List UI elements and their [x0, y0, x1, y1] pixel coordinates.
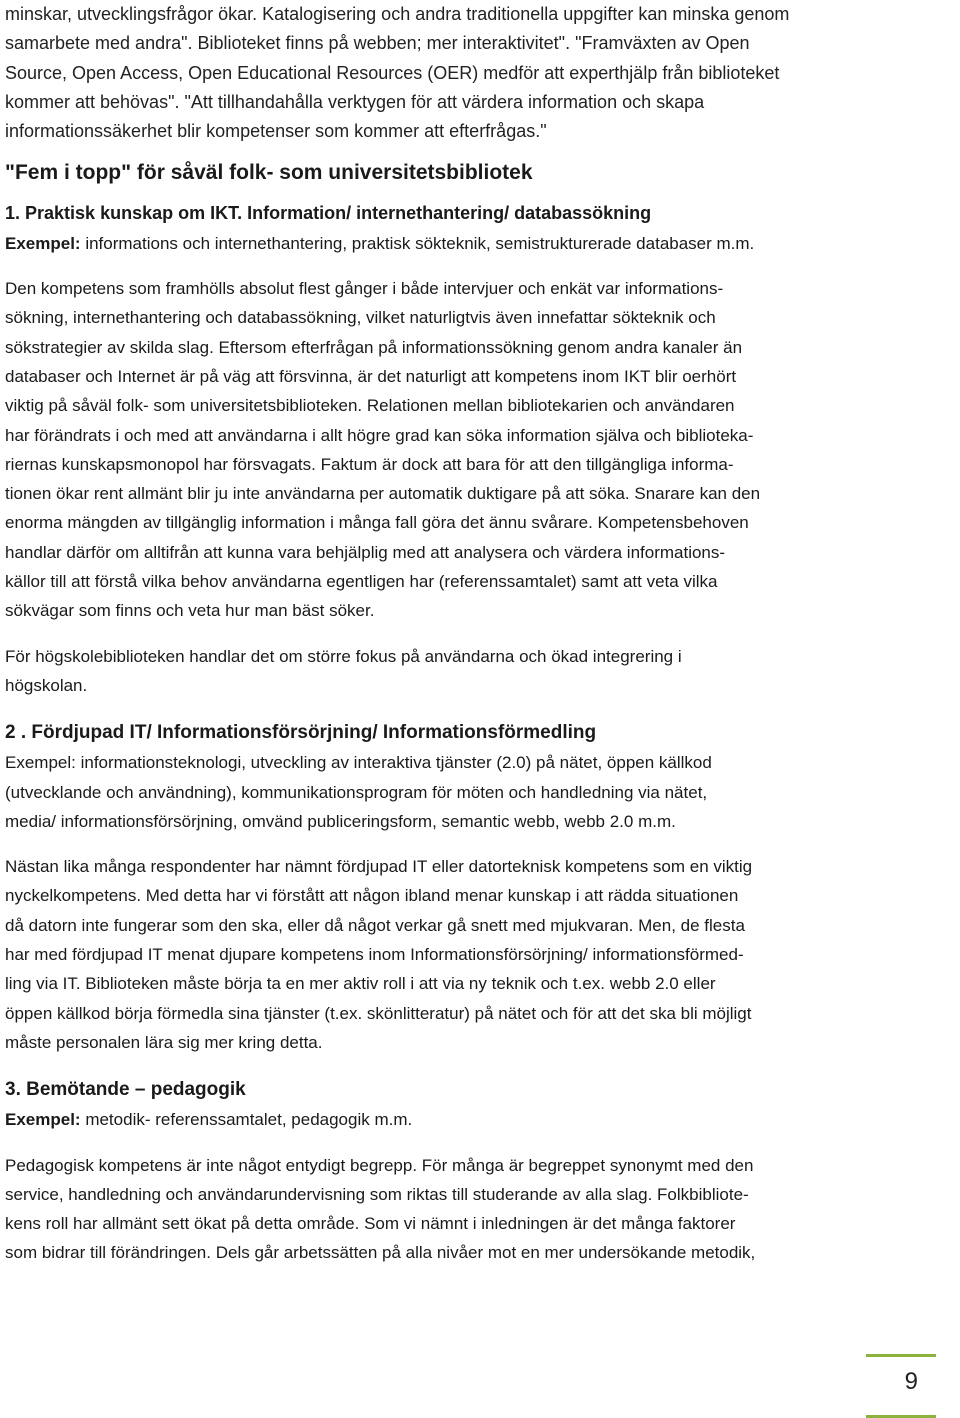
- paragraph-line: Den kompetens som framhölls absolut flest gånger i både intervjuer och enkät var informations-: [5, 279, 724, 299]
- paragraph-line: har med fördjupad IT menat djupare kompetens inom Informationsförsörjning/ informationsförmed-: [5, 945, 744, 965]
- intro-quote-line: informationssäkerhet blir kompetenser som kommer att efterfrågas.": [5, 121, 547, 142]
- section-3: [5, 1075, 955, 1267]
- section-2-example-line: Exempel: informationsteknologi, utveckling av interaktiva tjänster (2.0) på nätet, öppen källkod: [5, 753, 712, 773]
- example-text: metodik- referenssamtalet, pedagogik m.m.: [80, 1110, 413, 1130]
- paragraph-line: databaser och Internet är på väg att försvinna, är det naturligt att kompetens inom IKT blir oerhört: [5, 366, 737, 386]
- paragraph-line: då datorn inte fungerar som den ska, eller då något verkar gå snett med mjukvaran. Men, de flesta: [5, 915, 745, 935]
- intro-quote-line: Source, Open Access, Open Educational Resources (OER) medför att experthjälp från biblioteket: [5, 62, 780, 83]
- page-footer: [866, 1354, 936, 1418]
- paragraph-line: måste personalen lära sig mer kring detta.: [5, 1032, 323, 1052]
- paragraph-line: ling via IT. Biblioteken måste börja ta en mer aktiv roll i att via ny teknik och t.ex. webb 2.0 eller: [5, 974, 716, 994]
- paragraph-line: högskolan.: [5, 675, 88, 695]
- section-1: [5, 199, 955, 700]
- paragraph-line: sökvägar som finns och veta hur man bäst söker.: [5, 601, 375, 621]
- section-1-title: 1. Praktisk kunskap om IKT. Information/ internethantering/ databassökning: [5, 203, 652, 224]
- intro-quote-line: minskar, utvecklingsfrågor ökar. Katalogisering och andra traditionella uppgifter kan minska genom: [5, 4, 790, 24]
- paragraph-line: källor till att förstå vilka behov användarna egentligen har (referenssamtalet) samt att veta vilka: [5, 572, 718, 592]
- paragraph-line: kens roll har allmänt sett ökat på detta område. Som vi nämnt i inledningen är det många faktorer: [5, 1214, 736, 1234]
- section-2-title: 2 . Fördjupad IT/ Informationsförsörjning/ Informationsförmedling: [5, 722, 597, 744]
- section-1-paragraph: [5, 274, 955, 626]
- paragraph-line: som bidrar till förändringen. Dels går arbetssätten på alla nivåer mot en mer undersökande metodik,: [5, 1243, 756, 1263]
- section-2-example-line: (utvecklande och användning), kommunikationsprogram för möten och handledning via nätet,: [5, 782, 708, 802]
- paragraph-line: Pedagogisk kompetens är inte något entydigt begrepp. För många är begreppet synonymt med den: [5, 1155, 754, 1175]
- section-3-example: [5, 1105, 955, 1134]
- paragraph-line: riernas kunskapsmonopol har försvagats. Faktum är dock att bara för att den tillgängliga informa-: [5, 454, 734, 474]
- intro-quote: [5, 0, 955, 146]
- paragraph-line: öppen källkod börja förmedla sina tjänster (t.ex. skönlitteratur) på nätet och för att det ska bli möjligt: [5, 1003, 752, 1023]
- paragraph-line: enorma mängden av tillgänglig information i många fall göra det ännu svårare. Kompetensbehoven: [5, 513, 749, 533]
- document-page: [5, 0, 955, 1268]
- section-1-example: [5, 229, 955, 258]
- section-2-paragraph: [5, 852, 955, 1057]
- paragraph-line: service, handledning och användarundervisning som riktas till studerande av alla slag. Folkbibliote-: [5, 1184, 749, 1204]
- paragraph-line: har förändrats i och med att användarna i allt högre grad kan söka information själva och biblioteka-: [5, 425, 754, 445]
- paragraph-line: handlar därför om alltifrån att kunna vara behjälplig med att analysera och värdera informations-: [5, 542, 726, 562]
- intro-quote-line: samarbete med andra". Biblioteket finns på webben; mer interaktivitet". "Framväxten av Open: [5, 33, 750, 54]
- section-1-paragraph-2: [5, 642, 955, 701]
- paragraph-line: sökning, internethantering och databassökning, vilket naturligtvis även innefattar sökteknik och: [5, 308, 716, 328]
- section-3-title: 3. Bemötande – pedagogik: [5, 1079, 246, 1101]
- intro-quote-line: kommer att behövas". "Att tillhandahålla verktygen för att värdera information och skapa: [5, 91, 705, 112]
- section-3-paragraph: [5, 1151, 955, 1268]
- paragraph-line: Nästan lika många respondenter har nämnt fördjupad IT eller datorteknisk kompetens som en viktig: [5, 857, 753, 877]
- example-label: Exempel:: [5, 233, 81, 253]
- paragraph-line: sökstrategier av skilda slag. Eftersom efterfrågan på informationssökning genom andra kanaler än: [5, 337, 743, 357]
- top-five-heading: "Fem i topp" för såväl folk- som universitetsbibliotek: [5, 161, 533, 185]
- paragraph-line: tionen ökar rent allmänt blir ju inte användarna per automatik duktigare på att söka. Snarare kan den: [5, 484, 761, 504]
- paragraph-line: viktig på såväl folk- som universitetsbiblioteken. Relationen mellan bibliotekarien och användaren: [5, 396, 735, 416]
- paragraph-line: För högskolebiblioteken handlar det om större fokus på användarna och ökad integrering i: [5, 646, 682, 666]
- example-text: informations och internethantering, praktisk sökteknik, semistrukturerade databaser m.m.: [80, 233, 755, 253]
- example-label: Exempel:: [5, 1110, 81, 1130]
- footer-rule-top: [866, 1354, 936, 1357]
- page-number: 9: [904, 1368, 918, 1395]
- paragraph-line: nyckelkompetens. Med detta har vi förstått att någon ibland menar kunskap i att rädda situationen: [5, 886, 739, 906]
- section-2: [5, 718, 955, 1057]
- section-2-example-line: media/ informationsförsörjning, omvänd publiceringsform, semantic webb, webb 2.0 m.m.: [5, 811, 676, 831]
